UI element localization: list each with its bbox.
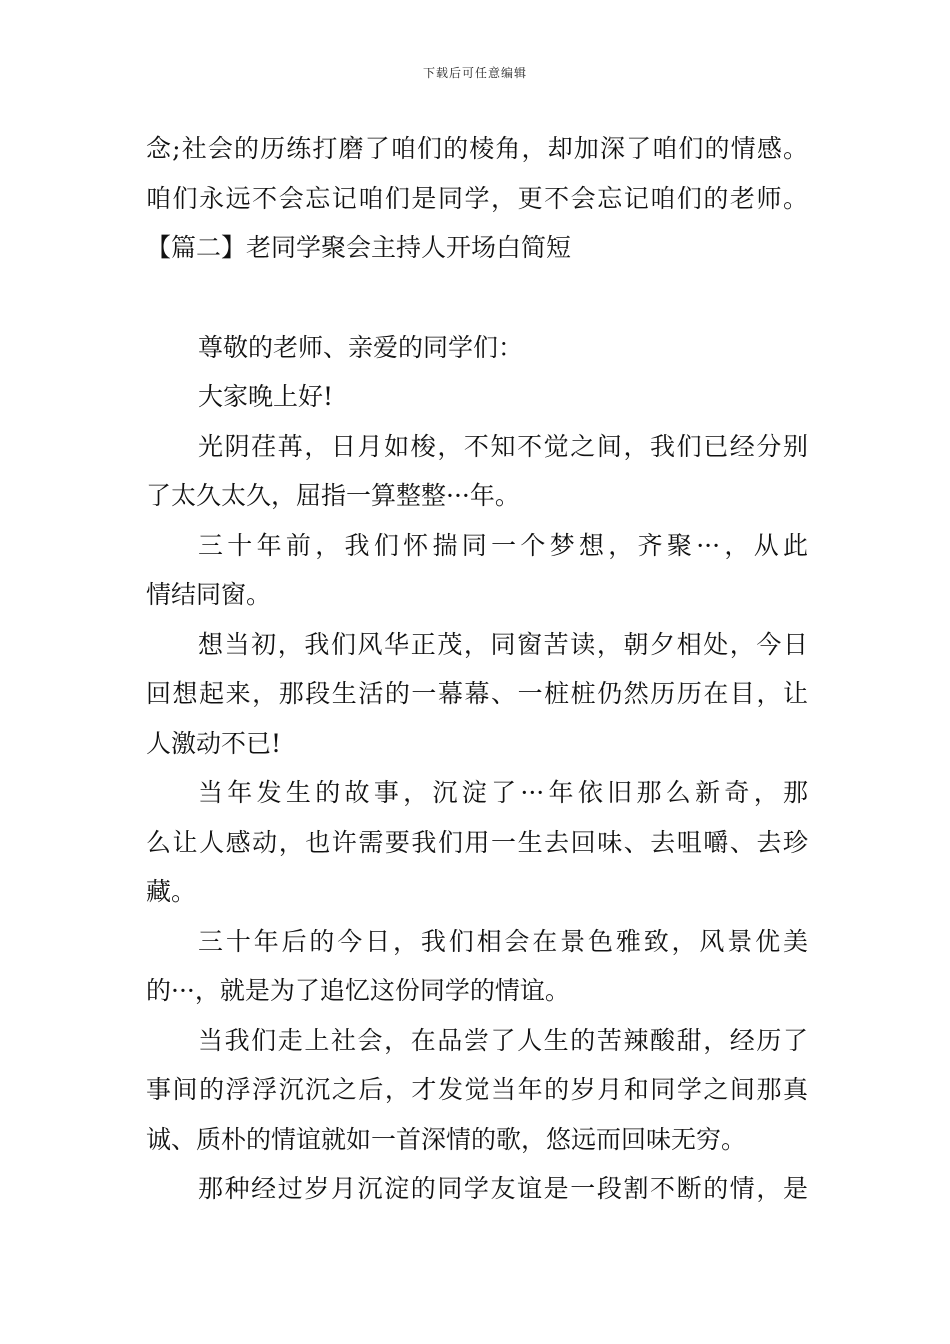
text-line: 三十年后的今日，我们相会在景色雅致，风景优美 [198, 926, 808, 956]
text-line: 三十年前，我们怀揣同一个梦想，齐聚···，从此 [198, 530, 808, 560]
text-line: 想当初，我们风华正茂，同窗苦读，朝夕相处，今日 [198, 629, 808, 659]
text-line: 了太久太久，屈指一算整整···年。 [146, 481, 520, 510]
salutation: 尊敬的老师、亲爱的同学们： [198, 332, 524, 362]
text-line: 的···，就是为了追忆这份同学的情谊。 [146, 976, 570, 1005]
greeting: 大家晚上好! [198, 382, 334, 411]
text-line: 当年发生的故事，沉淀了···年依旧那么新奇，那 [198, 778, 808, 807]
text-line: 情结同窗。 [146, 580, 272, 609]
text-line: 当我们走上社会，在品尝了人生的苦辣酸甜，经历了 [198, 1025, 808, 1055]
page-header: 下载后可任意编辑 [422, 66, 527, 80]
document-body [146, 124, 808, 1214]
spacer [146, 273, 808, 323]
text-line: 咱们永远不会忘记咱们是同学，更不会忘记咱们的老师。 [146, 183, 808, 213]
section-heading: 【篇二】老同学聚会主持人开场白简短 [146, 233, 572, 262]
text-line: 念;社会的历练打磨了咱们的棱角，却加深了咱们的情感。 [146, 134, 808, 163]
text-line: 回想起来，那段生活的一幕幕、一桩桩仍然历历在目，让 [146, 679, 808, 708]
text-line: 那种经过岁月沉淀的同学友谊是一段割不断的情，是 [198, 1174, 808, 1203]
text-line: 藏。 [146, 877, 197, 906]
text-line: 光阴荏苒，日月如梭，不知不觉之间，我们已经分别 [198, 431, 808, 461]
text-line: 事间的浮浮沉沉之后，才发觉当年的岁月和同学之间那真 [146, 1075, 808, 1104]
text-line: 诚、质朴的情谊就如一首深情的歌，悠远而回味无穷。 [146, 1124, 747, 1154]
text-line: 么让人感动，也许需要我们用一生去回味、去咀嚼、去珍 [146, 827, 808, 857]
text-line: 人激动不已! [146, 728, 282, 758]
